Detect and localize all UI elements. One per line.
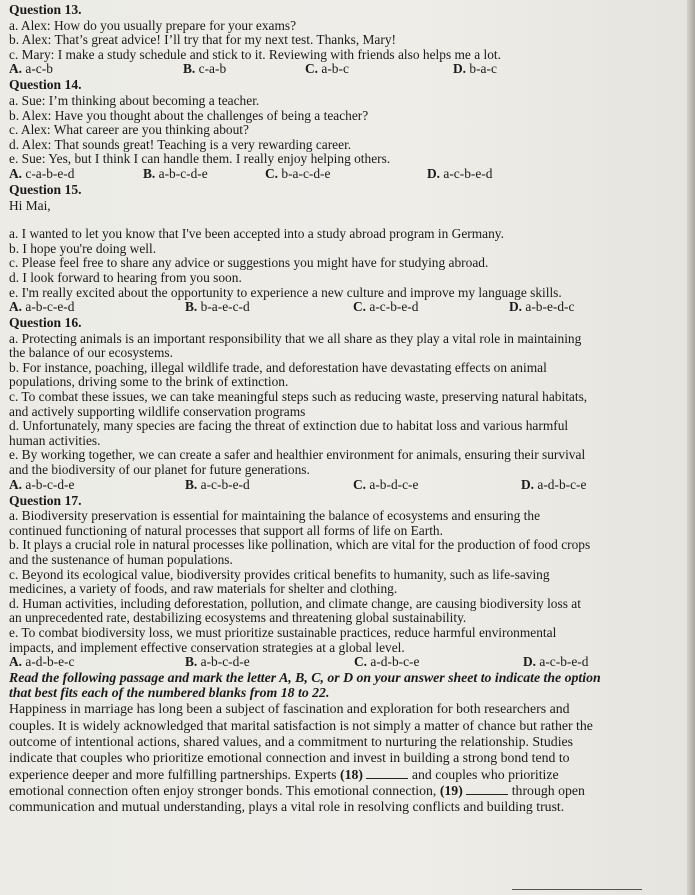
option-b[interactable] [143,167,208,182]
question-title: Question 16. [9,315,82,331]
option-c[interactable] [353,478,418,493]
option-text: b-a-c [469,61,497,77]
sentence-line: the balance of our ecosystems. [9,345,173,361]
option-letter: A. [9,165,23,181]
passage-line [9,783,679,799]
instruction-line: Read the following passage and mark the letter A, B, C, or D on your answer sheet to indicate the option [9,670,601,686]
sentence-line: e. To combat biodiversity loss, we must prioritize sustainable practices, reduce harmful environmental [9,624,557,640]
sentence-line: an unprecedented rate, destabilizing ecosystems and threatening global sustainability. [9,610,467,626]
answer-options [9,478,679,493]
passage-text: experience deeper and more fulfilling partnerships. Experts [9,766,340,782]
answer-options [9,62,679,77]
question-17 [9,494,679,671]
option-letter: B. [185,476,198,492]
sentence-line: d. I look forward to hearing from you soon. [9,269,242,285]
answer-blank-19[interactable] [466,783,508,795]
passage-line: couples. It is widely acknowledged that marital satisfaction is not simply a matter of chance but rather the [9,717,593,733]
blank-gap [9,213,679,227]
option-text: a-c-b-e-d [539,654,589,670]
option-text: a-b-c-d-e [200,654,250,670]
option-text: a-b-c-d-e [25,476,75,492]
option-letter: C. [353,299,367,315]
option-letter: B. [185,299,198,315]
passage-line: indicate that couples who prioritize emotional connection and invest in building a strong bond tend to [9,750,570,766]
sentence-line: e. Sue: Yes, but I think I can handle them. I really enjoy helping others. [9,151,391,167]
answer-options [9,167,679,182]
passage-text: emotional connection often enjoy stronger bonds. This emotional connection, [9,782,440,798]
option-letter: C. [353,476,367,492]
option-letter: D. [523,654,537,670]
option-b[interactable] [185,478,250,493]
option-text: a-d-b-c-e [370,654,420,670]
answer-options [9,655,679,670]
option-letter: D. [427,165,441,181]
question-title: Question 13. [9,2,82,17]
question-14 [9,78,679,182]
bottom-divider [512,889,642,890]
sentence-line: b. Alex: That’s great advice! I’ll try that for my next test. Thanks, Mary! [9,32,396,48]
passage-text: through open [508,782,585,798]
option-letter: A. [9,476,23,492]
passage-text: and couples who prioritize [408,766,559,782]
option-text: c-a-b [198,61,227,77]
page-edge-shadow [687,0,695,895]
option-b[interactable] [185,655,250,670]
question-title: Question 17. [9,492,82,508]
option-c[interactable] [265,167,330,182]
option-text: a-c-b [25,61,53,77]
option-letter: A. [9,299,23,315]
sentence-line: d. Unfortunately, many species are facing the threat of extinction due to habitat loss and various harmful [9,418,569,434]
option-text: a-b-c [321,61,349,77]
blank-number-19: (19) [439,782,463,798]
blank-number-18: (18) [340,766,363,782]
option-text: a-c-b-e-d [200,476,250,492]
sentence-line: b. Alex: Have you thought about the challenges of being a teacher? [9,107,369,123]
sentence-line: e. I'm really excited about the opportunity to experience a new culture and improve my language skills. [9,284,562,300]
option-d[interactable] [521,478,586,493]
option-text: a-b-d-c-e [369,476,419,492]
instruction-line: that best fits each of the numbered blanks from 18 to 22. [9,684,330,700]
sentence-line: d. Human activities, including deforestation, pollution, and climate change, are causing biodiversity loss at [9,595,581,611]
option-letter: D. [521,476,535,492]
sentence-line: c. To combat these issues, we can take meaningful steps such as reducing waste, preserving natural habitats, [9,389,588,405]
sentence-line: a. Biodiversity preservation is essential for maintaining the balance of ecosystems and ensuring the [9,508,541,524]
option-d[interactable] [509,300,574,315]
option-a[interactable] [9,478,74,493]
option-a[interactable] [9,167,74,182]
option-c[interactable] [305,62,349,77]
option-letter: C. [265,165,279,181]
option-letter: C. [354,654,368,670]
passage-line: Happiness in marriage has long been a subject of fascination and exploration for both researchers and [9,701,570,717]
option-text: a-b-c-d-e [158,165,208,181]
option-letter: D. [453,61,467,77]
option-letter: A. [9,654,23,670]
option-a[interactable] [9,655,74,670]
option-d[interactable] [453,62,497,77]
question-15 [9,183,679,315]
sentence-line: human activities. [9,432,101,448]
option-text: c-a-b-e-d [25,165,75,181]
option-d[interactable] [523,655,588,670]
sentence-line: and the sustenance of human populations. [9,552,233,567]
sentence-line: a. Sue: I’m thinking about becoming a teacher. [9,92,260,108]
option-text: a-d-b-c-e [537,476,587,492]
sentence-line: b. It plays a crucial role in natural processes like pollination, which are vital for the production of food crops [9,537,591,553]
sentence-line: a. Alex: How do you usually prepare for your exams? [9,17,297,33]
sentence-line: c. Mary: I make a study schedule and stick to it. Reviewing with friends also helps me a lot. [9,46,501,62]
sentence-line: and the biodiversity of our planet for future generations. [9,462,310,478]
sentence-line: a. I wanted to let you know that I've been accepted into a study abroad program in Germany. [9,226,504,242]
option-b[interactable] [185,300,250,315]
question-16 [9,316,679,493]
option-text: a-b-e-d-c [525,299,575,315]
option-text: a-b-c-e-d [25,299,75,315]
sentence-line: b. For instance, poaching, illegal wildlife trade, and deforestation have devastating effects on animal [9,359,547,375]
sentence-line: and actively supporting wildlife conservation programs [9,403,306,419]
sentence-line: e. By working together, we can create a safer and healthier environment for animals, ensuring their survival [9,447,586,463]
reading-passage [9,701,679,815]
sentence-line: c. Alex: What career are you thinking about? [9,122,249,138]
option-letter: A. [9,61,23,77]
question-13 [9,3,679,77]
sentence-line: medicines, a variety of foods, and raw materials for shelter and clothing. [9,581,398,597]
sentence-line: c. Beyond its ecological value, biodiversity provides critical benefits to humanity, such as life-saving [9,566,550,582]
question-title: Question 14. [9,77,82,93]
option-b[interactable] [183,62,226,77]
option-text: a-c-b-e-d [443,165,493,181]
passage-line: outcome of intentional actions, shared values, and a commitment to nurturing the relationship. Studies [9,733,574,749]
sentence-line: a. Protecting animals is an important responsibility that we all share as they play a vital role in maintaining [9,330,582,346]
option-c[interactable] [354,655,419,670]
sentence-line: d. Alex: That sounds great! Teaching is a very rewarding career. [9,136,352,152]
option-letter: B. [185,654,198,670]
option-letter: D. [509,299,523,315]
answer-blank-18[interactable] [366,767,408,779]
worksheet-content [9,2,679,815]
passage-line: communication and mutual understanding, plays a vital role in resolving conflicts and building trust. [9,799,565,815]
option-letter: C. [305,61,319,77]
reading-instruction [9,671,679,700]
option-text: a-d-b-e-c [25,654,75,670]
answer-options [9,300,679,315]
sentence-line: populations, driving some to the brink of extinction. [9,374,289,390]
sentence-line: b. I hope you're doing well. [9,240,157,256]
option-a[interactable] [9,62,53,77]
option-text: a-c-b-e-d [369,299,419,315]
passage-line [9,767,679,783]
sentence-line: continued functioning of natural processes that support all forms of life on Earth. [9,522,443,538]
sentence-line: impacts, and implement effective conservation strategies at a global level. [9,639,405,655]
option-text: b-a-c-d-e [281,165,331,181]
letter-greeting: Hi Mai, [9,197,51,213]
option-c[interactable] [353,300,418,315]
option-a[interactable] [9,300,74,315]
option-letter: B. [183,61,196,77]
option-d[interactable] [427,167,492,182]
option-letter: B. [143,165,156,181]
option-text: b-a-e-c-d [200,299,250,315]
sentence-line: c. Please feel free to share any advice or suggestions you might have for studying abroad. [9,255,489,271]
question-title: Question 15. [9,181,82,197]
